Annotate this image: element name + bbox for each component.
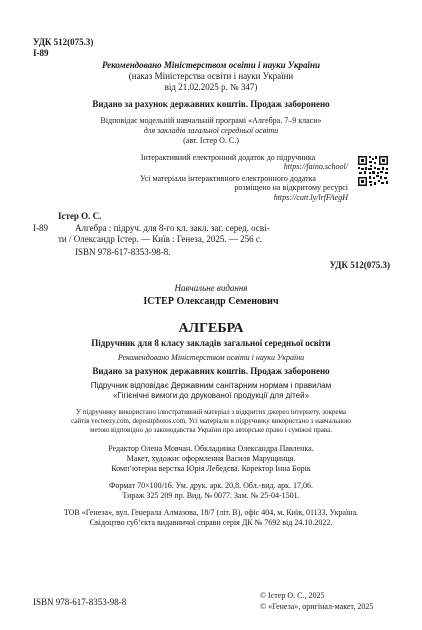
supplement-url-1[interactable]: https://faino.school/ [283, 162, 348, 171]
sources-line-1: У підручнику використано ілюстративний матеріал з відкритих джерел інтернету, зокрема [76, 408, 346, 416]
book-title: АЛГЕБРА [178, 321, 244, 336]
program-line-1: Відповідає модельній навчальній програмі «Алгебра. 7–9 класи» [100, 116, 322, 125]
credits-line-1: Редактор Олена Мовчан. Обкладинка Олександра Павленка. [108, 444, 314, 453]
bib-isbn: ISBN 978-617-8353-98-8. [75, 247, 171, 257]
sources-line-3: метою відповідно до законодавства України про авторське право і суміжні права. [90, 426, 332, 434]
qr-code-icon[interactable] [357, 155, 389, 187]
program-line-2: для закладів загальної середньої освіти [143, 126, 279, 135]
state-funds-line: Видано за рахунок державних коштів. Продаж заборонено [92, 99, 330, 109]
sanitary-line-1: Підручник відповідає Державним санітарним нормам і правилам [90, 381, 332, 390]
udc-code: УДК 512(075.3) [33, 37, 94, 47]
supplement-line-2: Усі матеріали інтерактивного електронного додатка [140, 174, 316, 183]
sanitary-line-2: «Гігієнічні вимоги до друкованої продукції для дітей» [112, 391, 310, 400]
bib-desc-line-2: ти / Олександр Істер. — Київ : Генеза, 2025. — 256 с. [58, 234, 263, 244]
publisher-line-1: ТОВ «Генеза», вул. Генерала Алмазова, 18/7 (літ. В), офіс 404, м. Київ, 01133, Україна. [63, 508, 359, 517]
copyright-author: © Істер О. С., 2025 [260, 591, 325, 600]
supplement-line-1: Інтерактивний електронний додаток до підручника [140, 153, 316, 162]
credits-line-3: Комп’ютерна верстка Юрія Лебедєва. Коректор Інна Борік [111, 464, 311, 473]
recommended-line: Рекомендовано Міністерством освіти і науки України [101, 60, 321, 70]
bib-code: І-89 [33, 223, 48, 233]
credits-line-2: Макет, художнє оформлення Василя Марущинця. [126, 454, 296, 463]
order-line: (наказ Міністерства освіти і науки України [128, 71, 294, 81]
publisher-line-2: Свідоцтво суб’єкта видавничої справи серія ДК № 7692 від 24.10.2022. [89, 518, 333, 527]
program-line-3: (авт. Істер О. С.) [183, 136, 239, 145]
print-line-1: Формат 70×100/16. Ум. друк. арк. 20,8. Обл.-вид. арк. 17,06. [109, 481, 313, 490]
author-full-name: ІСТЕР Олександр Семенович [143, 296, 279, 307]
edition-recommended: Рекомендовано Міністерством освіти і науки України [117, 353, 305, 362]
bib-desc-line-1: Алгебра : підруч. для 8-го кл. закл. заг. серед. осві- [75, 223, 270, 233]
book-subtitle: Підручник для 8 класу закладів загальної середньої освіти [91, 338, 331, 348]
supplement-line-3: розміщено на відкритому ресурсі [234, 183, 348, 192]
footer-isbn: ISBN 978-617-8353-98-8 [33, 597, 127, 607]
edition-type: Навчальне видання [174, 283, 248, 293]
order-date-line: від 21.02.2025 р. № 347) [164, 82, 258, 92]
bib-udc: УДК 512(075.3) [329, 260, 390, 270]
supplement-url-2[interactable]: https://cutt.ly/lrfFAegH [273, 193, 348, 202]
edition-state-funds: Видано за рахунок державних коштів. Продаж заборонено [92, 366, 330, 376]
bib-author: Істер О. С. [58, 211, 102, 221]
sources-line-2: сайтів vecteezy.com, depositphotos.com. Усі матеріали в підручнику використано з навчальною [71, 417, 351, 425]
print-line-2: Тираж 325 209 пр. Вид. № 0077. Зам. № 25-04-1501. [122, 491, 300, 500]
copyright-publisher: © «Генеза», оригінал-макет, 2025 [260, 602, 374, 611]
bbk-code: І-89 [33, 48, 49, 58]
